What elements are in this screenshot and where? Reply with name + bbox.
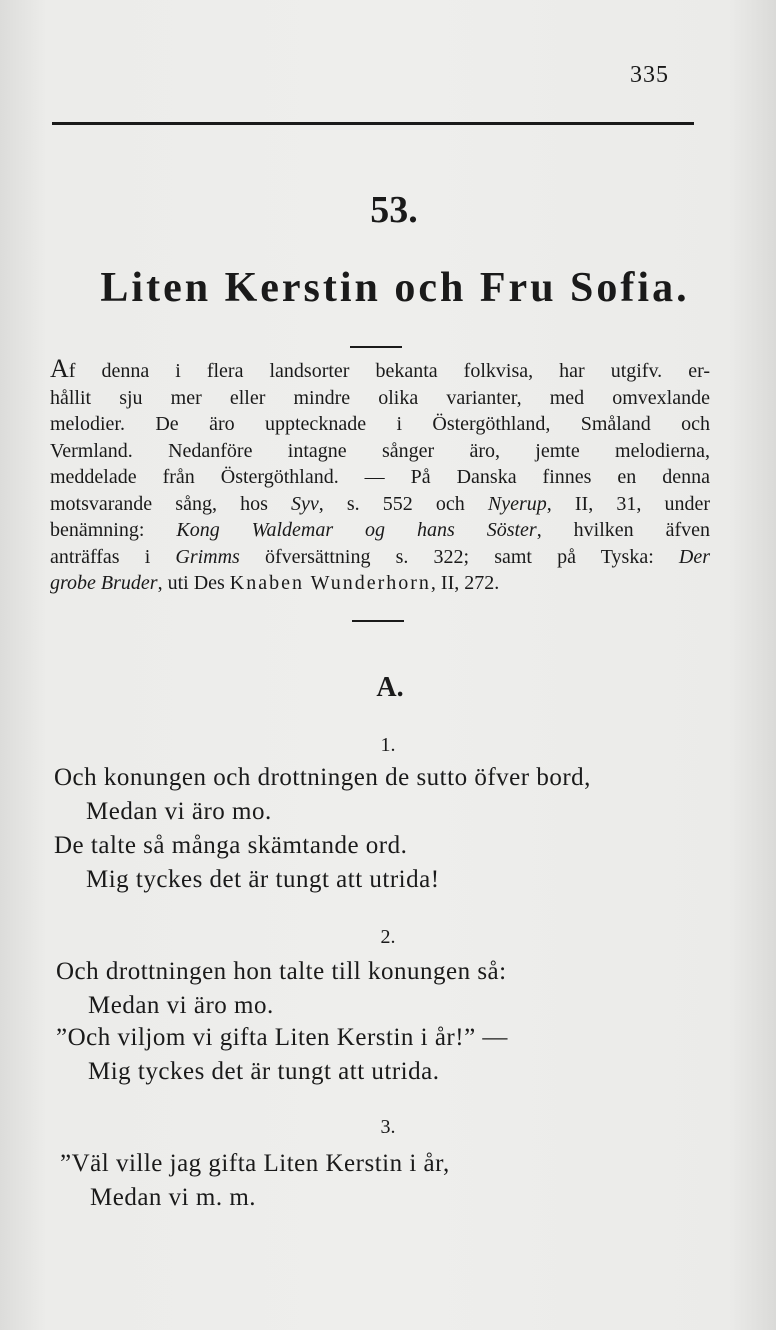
verse-refrain: Mig tyckes det är tungt att utrida. (88, 1058, 440, 1085)
ref-grimms: Grimms (175, 545, 240, 568)
ref-der: Der (678, 545, 710, 568)
verse-line: ”Väl ville jag gifta Liten Kerstin i år, (60, 1150, 450, 1177)
stanza-number: 1. (380, 734, 396, 756)
song-number: 53. (370, 189, 418, 231)
verse-line: ”Och viljom vi gifta Liten Kerstin i år!” — (56, 1024, 508, 1051)
verse-line: Och konungen och drottningen de sutto öfver bord, (54, 764, 591, 791)
divider-bottom (352, 620, 404, 622)
intro-initial: A (50, 354, 69, 383)
verse-line: De talte så många skämtande ord. (54, 832, 408, 859)
intro-line-1: Af denna i flera landsorter bekanta folkvisa, har utgifv. er- (50, 354, 710, 383)
intro-line-2: hållit sju mer eller mindre olika varianter, med omvexlande (50, 386, 710, 409)
intro-line-5: meddelade från Östergöthland. — På Danska finnes en denna (50, 466, 710, 488)
verse-refrain: Medan vi äro mo. (86, 798, 272, 825)
ref-kong-waldemar: Kong Waldemar og hans Söster (176, 519, 537, 541)
song-title: Liten Kerstin och Fru Sofia. (100, 265, 690, 311)
intro-line-7: benämning: Kong Waldemar og hans Söster, hvilken äfven (50, 519, 710, 541)
ref-syv: Syv (290, 492, 319, 515)
ref-wunderhorn: Knaben Wunderhorn (229, 572, 431, 594)
verse-refrain: Medan vi äro mo. (88, 992, 274, 1019)
intro-line-6: motsvarande sång, hos Syv, s. 552 och Nyerup, II, 31, under (50, 492, 710, 515)
stanza-number: 2. (380, 926, 396, 948)
header-rule (52, 122, 694, 125)
intro-line-9: grobe Bruder, uti Des Knaben Wunderhorn, II, 272. (50, 572, 500, 594)
intro-line-3: melodier. De äro upptecknade i Östergöthland, Småland och (50, 413, 710, 435)
verse-line: Och drottningen hon talte till konungen så: (56, 958, 507, 985)
intro-line-8: anträffas i Grimms öfversättning s. 322; samt på Tyska: Der (50, 545, 710, 568)
verse-refrain: Mig tyckes det är tungt att utrida! (86, 866, 440, 893)
intro-line-4: Vermland. Nedanföre intagne sånger äro, jemte melodierna, (50, 439, 710, 462)
section-heading: A. (376, 672, 404, 703)
page-number: 335 (630, 62, 669, 88)
ref-grobe-bruder: grobe Bruder (50, 572, 158, 594)
stanza-number: 3. (380, 1116, 396, 1138)
ref-nyerup: Nyerup (487, 492, 547, 515)
divider-top (350, 346, 402, 348)
intro-paragraph (50, 356, 710, 597)
verse-refrain: Medan vi m. m. (90, 1184, 257, 1211)
